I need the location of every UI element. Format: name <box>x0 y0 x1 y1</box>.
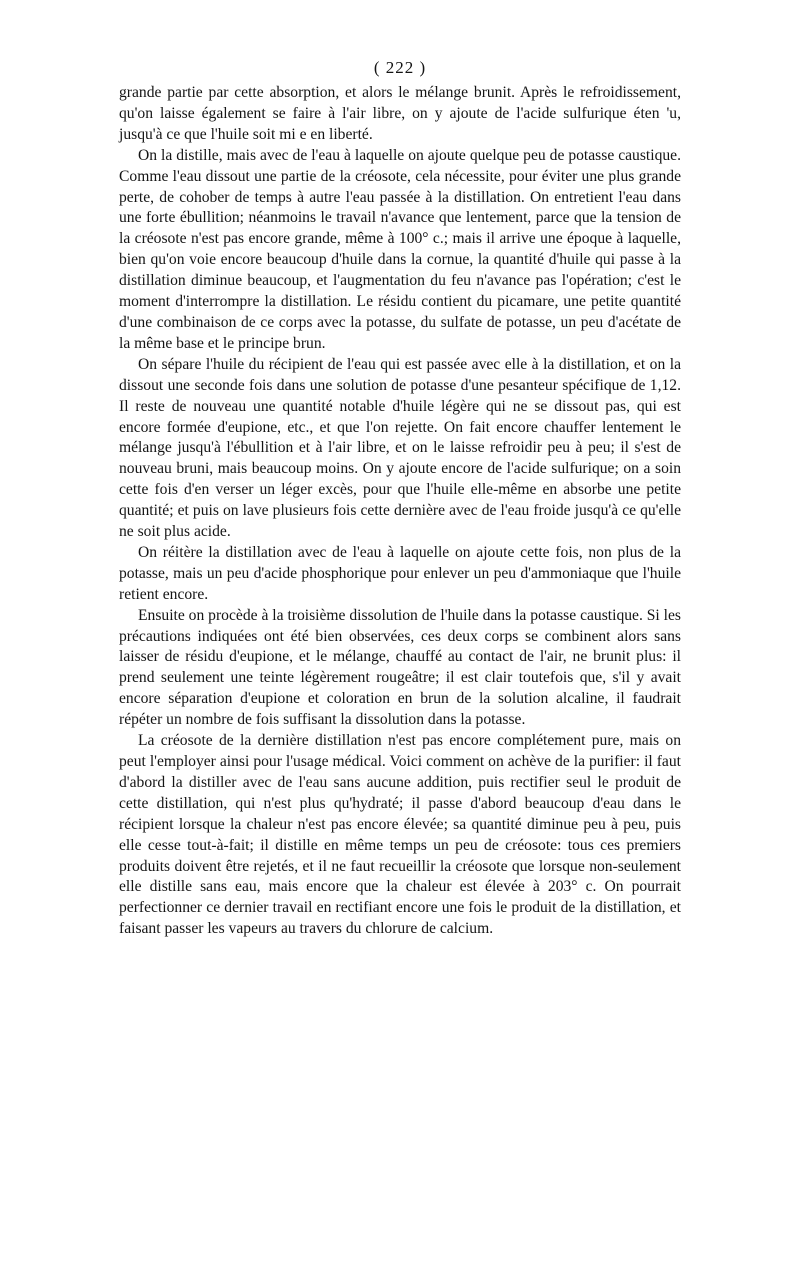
page-number: ( 222 ) <box>373 58 427 77</box>
paragraph-5: Ensuite on procède à la troisième dissolution de l'huile dans la potasse caustique. Si les précautions indiquées ont été bien observées, ces deux corps se combinent alors sans laisser de résidu d'eupione, et le mélange, chauffé au contact de l'air, ne brunit plus: il prend seulement une teinte légèrement rougeâtre; il est clair toutefois que, s'il y avait encore séparation d'eupione et coloration en brun de la solution alcaline, il faudrait répéter un nombre de fois suffisant la dissolution dans la potasse. <box>119 606 681 729</box>
paragraph-2: On la distille, mais avec de l'eau à laquelle on ajoute quelque peu de potasse caustique. Comme l'eau dissout une partie de la créosote, cela nécessite, pour éviter une plus grande perte, de cohober de temps à autre l'eau passée à la distillation. On entretient l'eau dans une forte ébullition; néanmoins le travail n'avance que lentement, parce que la tension de la créosote n'est pas encore grande, même à 100° c.; mais il arrive une époque à laquelle, bien qu'on voie encore beaucoup d'huile dans la cornue, la quantité d'huile qui passe à la distillation diminue beaucoup, et l'augmentation du feu n'avance pas l'opération; c'est le moment d'interrompre la distillation. Le résidu contient du picamare, une petite quantité d'une combinaison de ce corps avec la potasse, du sulfate de potasse, un peu d'acétate de la même base et le principe brun. <box>119 146 681 352</box>
paragraph-6: La créosote de la dernière distillation n'est pas encore complétement pure, mais on peut l'employer ainsi pour l'usage médical. Voici comment on achève de la purifier: il faut d'abord la distiller avec de l'eau sans aucune addition, puis rectifier seul le produit de cette distillation, qui n'est plus qu'hydraté; il passe d'abord beaucoup d'eau dans le récipient lorsque la chaleur n'est pas encore élevée; sa quantité diminue peu à peu, puis elle cesse tout-à-fait; il distille en même temps un peu de créosote: tous ces premiers produits doivent être rejetés, et il ne faut recueillir la créosote que lorsque non-seulement elle distille sans eau, mais encore que la chaleur est élevée à 203° c. On pourrait perfectionner ce dernier travail en rectifiant encore une fois le produit de la distillation, et faisant passer les vapeurs au travers du chlorure de calcium. <box>119 732 681 938</box>
page-body <box>119 83 681 940</box>
paragraph-3: On sépare l'huile du récipient de l'eau qui est passée avec elle à la distillation, et on la dissout une seconde fois dans une solution de potasse d'une pesanteur spécifique de 1,12. Il reste de nouveau une quantité notable d'huile légère qui ne se dissout pas, qui est encore formée d'eupione, etc., et que l'on rejette. On fait encore chauffer lentement le mélange jusqu'à l'ébullition et à l'air libre, et on le laisse refroidir peu à peu; il s'est de nouveau bruni, mais beaucoup moins. On y ajoute encore de l'acide sulfurique; on a soin cette fois d'en verser un léger excès, pour que l'huile elle-même en absorbe une petite quantité; et puis on lave plusieurs fois cette dernière avec de l'eau froide jusqu'à ce qu'elle ne soit plus acide. <box>119 355 681 541</box>
paragraph-1: grande partie par cette absorption, et alors le mélange brunit. Après le refroidissement, qu'on laisse également se faire à l'air libre, on y ajoute de l'acide sulfurique éten 'u, jusqu'à ce que l'huile soit mi e en liberté. <box>119 84 681 143</box>
paragraph-4: On réitère la distillation avec de l'eau à laquelle on ajoute cette fois, non plus de la potasse, mais un peu d'acide phosphorique pour enlever un peu d'ammoniaque que l'huile retient encore. <box>119 543 681 603</box>
